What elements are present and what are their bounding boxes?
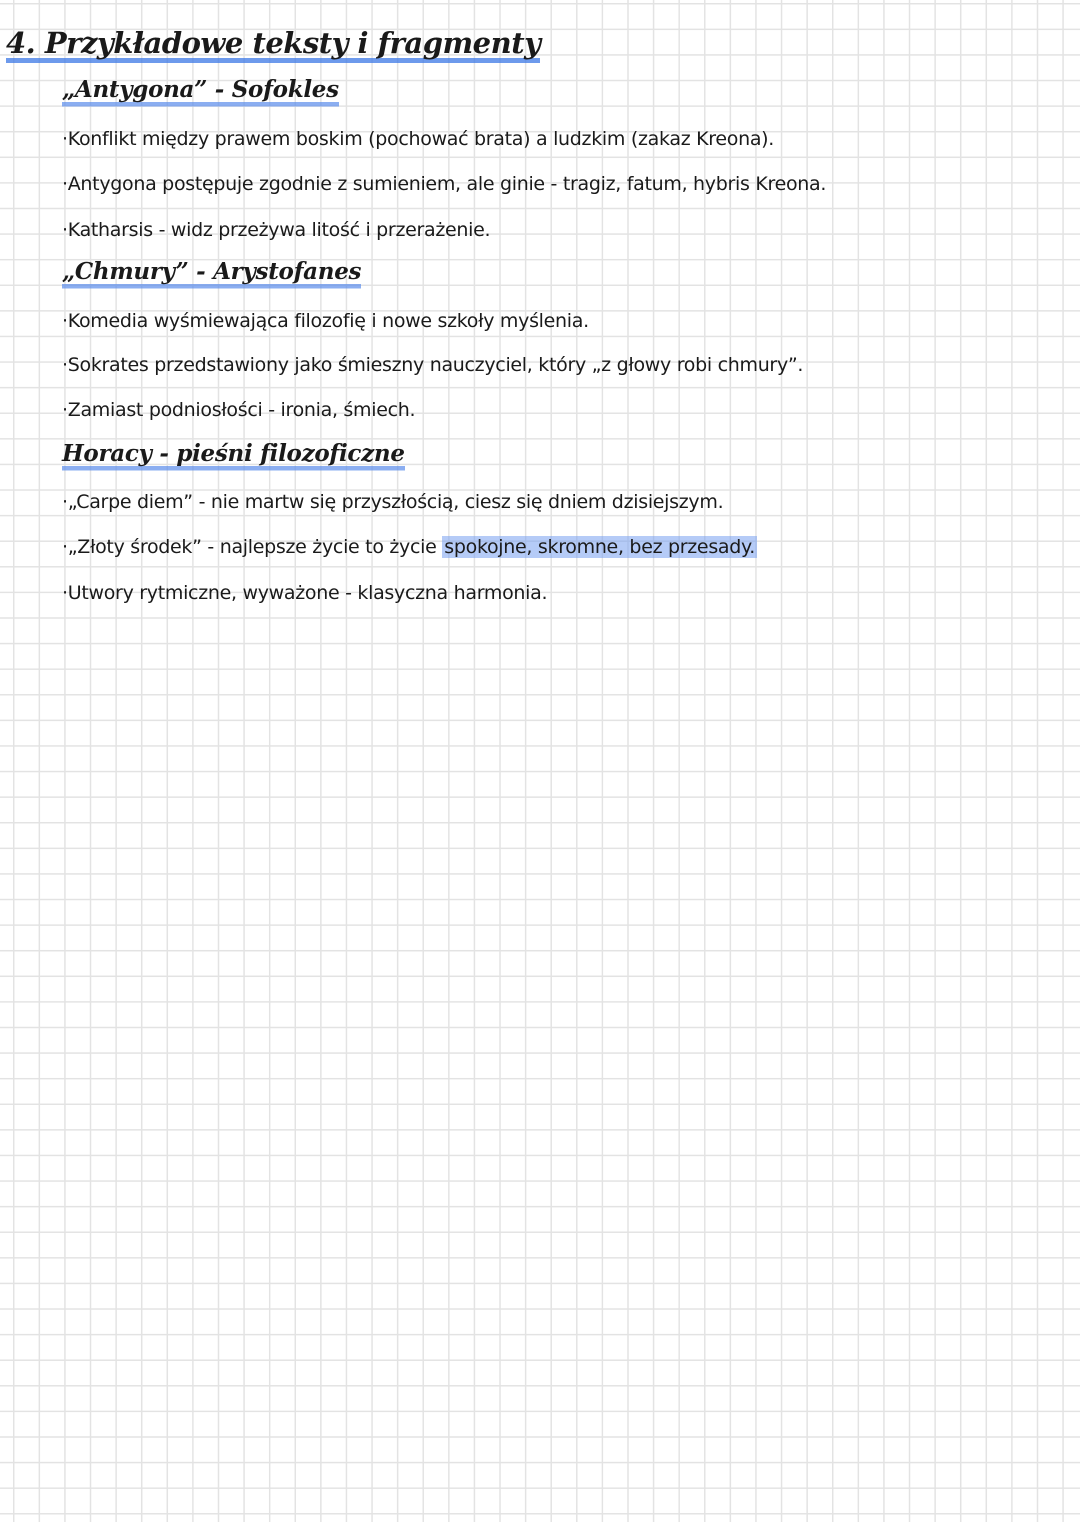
list-item: ·Katharsis - widz przeżywa litość i przerażenie. — [62, 219, 491, 241]
list-item: ·Utwory rytmiczne, wyważone - klasyczna harmonia. — [62, 582, 548, 604]
highlighted-text: spokojne, skromne, bez przesady. — [444, 536, 756, 558]
section-heading-horacy: Horacy - pieśni filozoficzne — [62, 440, 405, 472]
list-item: ·Komedia wyśmiewająca filozofię i nowe szkoły myślenia. — [62, 310, 589, 332]
section-heading-antygona: „Antygona” - Sofokles — [62, 76, 339, 108]
list-item: ·Konflikt między prawem boskim (pochować brata) a ludzkim (zakaz Kreona). — [62, 128, 775, 150]
list-item — [62, 536, 757, 558]
page-title: 4. Przykładowe teksty i fragmenty — [6, 26, 540, 66]
section-heading-chmury: „Chmury” - Arystofanes — [62, 258, 361, 290]
list-item: ·„Carpe diem” - nie martw się przyszłością, ciesz się dniem dzisiejszym. — [62, 491, 724, 513]
list-item: ·Sokrates przedstawiony jako śmieszny nauczyciel, który „z głowy robi chmury”. — [62, 354, 804, 376]
list-item-text: ·„Złoty środek” - najlepsze życie to życie — [62, 536, 443, 558]
list-item: ·Zamiast podniosłości - ironia, śmiech. — [62, 399, 416, 421]
list-item: ·Antygona postępuje zgodnie z sumieniem, ale ginie - tragiz, fatum, hybris Kreona. — [62, 173, 827, 195]
